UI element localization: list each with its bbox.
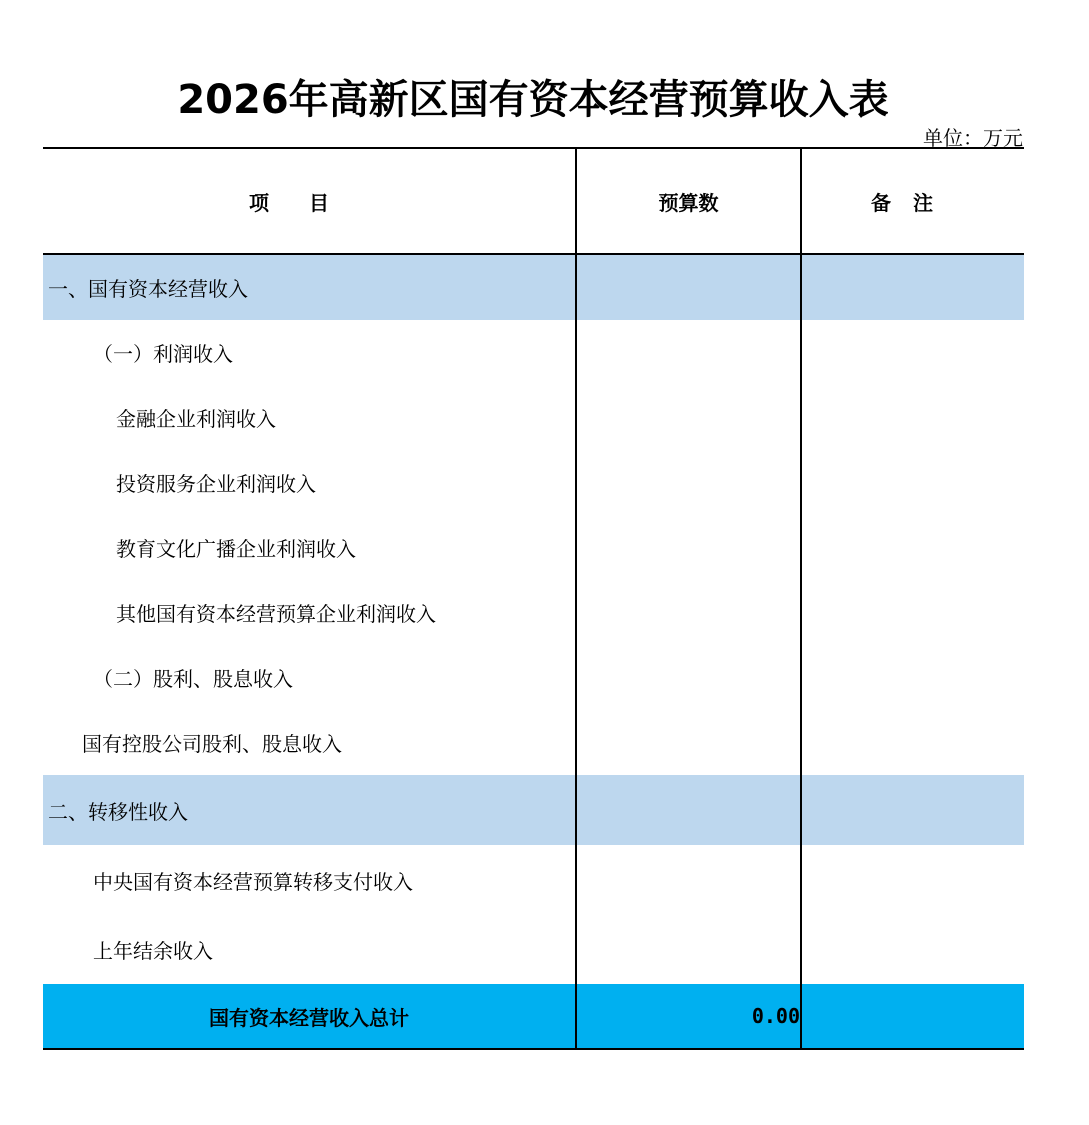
row-budget [576,645,801,710]
table-row [43,845,1024,915]
table-row [43,645,1024,710]
header-item: 项目 [43,148,576,254]
row-budget [576,254,801,320]
row-remark [801,580,1024,645]
page-title: 2026年高新区国有资本经营预算收入表 [177,77,889,123]
table-row [43,515,1024,580]
row-budget [576,845,801,915]
row-label: 中央国有资本经营预算转移支付收入 [43,845,576,915]
header-budget: 预算数 [576,148,801,254]
row-remark [801,450,1024,515]
row-label: 二、转移性收入 [43,775,576,845]
row-label: 教育文化广播企业利润收入 [43,515,576,580]
row-budget [576,385,801,450]
row-remark [801,254,1024,320]
table-row [43,320,1024,385]
table-row [43,385,1024,450]
header-row [43,148,1024,254]
total-row [43,984,1024,1049]
table-row [43,450,1024,515]
row-label: 其他国有资本经营预算企业利润收入 [43,580,576,645]
row-remark [801,915,1024,984]
row-budget [576,580,801,645]
row-label: 上年结余收入 [43,915,576,984]
total-label: 国有资本经营收入总计 [43,984,576,1049]
budget-table [43,147,1024,1050]
row-remark [801,775,1024,845]
row-budget [576,515,801,580]
row-budget [576,710,801,775]
total-budget: 0.00 [576,984,801,1049]
header-remark: 备注 [801,148,1024,254]
row-budget [576,775,801,845]
table-row [43,254,1024,320]
row-label: 国有控股公司股利、股息收入 [43,710,576,775]
row-label: 金融企业利润收入 [43,385,576,450]
row-budget [576,915,801,984]
row-label: （一）利润收入 [43,320,576,385]
table-row [43,775,1024,845]
table-row [43,710,1024,775]
row-remark [801,645,1024,710]
unit-label: 单位：万元 [923,126,1023,150]
row-remark [801,845,1024,915]
row-remark [801,385,1024,450]
total-remark [801,984,1024,1049]
row-budget [576,320,801,385]
row-remark [801,710,1024,775]
row-label: （二）股利、股息收入 [43,645,576,710]
table-row [43,580,1024,645]
table-row [43,915,1024,984]
row-budget [576,450,801,515]
row-remark [801,320,1024,385]
row-remark [801,515,1024,580]
row-label: 投资服务企业利润收入 [43,450,576,515]
row-label: 一、国有资本经营收入 [43,254,576,320]
